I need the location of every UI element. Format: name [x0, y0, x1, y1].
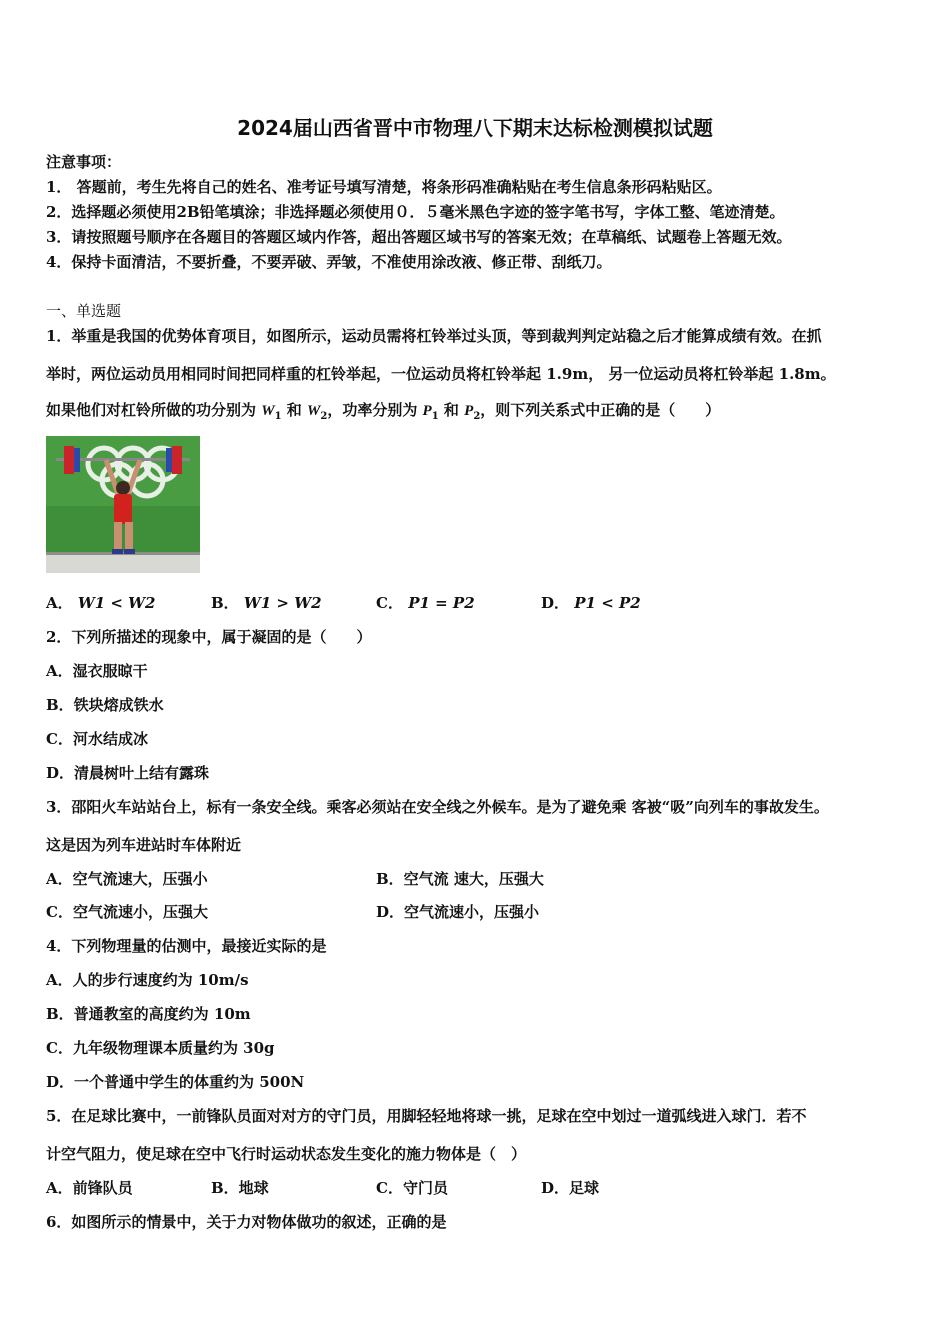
- q1-and-2: 和: [438, 401, 465, 419]
- notice-item-1: 1． 答题前，考生先将自己的姓名、准考证号填写清楚，将条形码准确粘贴在考生信息条形码粘贴区。: [46, 178, 722, 196]
- q1-line-1: 1．举重是我国的优势体育项目，如图所示，运动员需将杠铃举过头顶，等到裁判判定站稳之后才能算成绩有效。在抓: [46, 327, 822, 345]
- q3-option-d[interactable]: D．空气流速小，压强小: [376, 903, 540, 921]
- notice-heading: 注意事项：: [46, 153, 122, 171]
- page-title: 2024届山西省晋中市物理八下期末达标检测模拟试题: [237, 116, 713, 140]
- q5-line-2: 计空气阻力，使足球在空中飞行时运动状态发生变化的施力物体是（ ）: [46, 1145, 527, 1163]
- q1-option-b-text: W1 > W2: [243, 594, 322, 612]
- notice-item-2: 2．选择题必须使用2B铅笔填涂；非选择题必须使用０．５毫米黑色字迹的签字笔书写，字体工整、笔迹清楚。: [46, 203, 785, 221]
- q1-line-3-text-c: ，则下列关系式中正确的是（ ）: [480, 401, 721, 419]
- q3-line-2: 这是因为列车进站时车体附近: [46, 836, 242, 854]
- q1-option-d-label: D．: [541, 594, 570, 612]
- q5-line-1: 5．在足球比赛中，一前锋队员面对对方的守门员，用脚轻轻地将球一挑，足球在空中划过一道弧线进入球门．若不: [46, 1107, 807, 1125]
- q1-option-a[interactable]: [46, 594, 155, 612]
- q1-option-d-text: P1 < P2: [574, 594, 641, 612]
- q2-option-b[interactable]: B．铁块熔成铁水: [46, 696, 164, 714]
- q1-line-3: [46, 401, 720, 426]
- q1-option-a-label: A．: [46, 594, 73, 612]
- q2-option-d[interactable]: D．清晨树叶上结有露珠: [46, 764, 210, 782]
- q1-var-p2: P: [464, 403, 474, 419]
- q2-option-a[interactable]: A．湿衣服晾干: [46, 662, 148, 680]
- q5-option-a[interactable]: A．前锋队员: [46, 1179, 133, 1197]
- q1-var-w1: W: [261, 403, 275, 419]
- notice-item-3: 3．请按照题号顺序在各题目的答题区域内作答，超出答题区域书写的答案无效；在草稿纸、试题卷上答题无效。: [46, 228, 792, 246]
- q1-line-2: 举时，两位运动员用相同时间把同样重的杠铃举起，一位运动员将杠铃举起 1.9m， 另一位运动员将杠铃举起 1.8m。: [46, 365, 836, 383]
- q1-var-w1-sub: 1: [274, 411, 282, 422]
- q1-line-3-text-a: 如果他们对杠铃所做的功分别为: [46, 401, 262, 419]
- q1-option-b[interactable]: [211, 594, 322, 612]
- q1-option-d[interactable]: [541, 594, 641, 612]
- q1-option-b-label: B．: [211, 594, 239, 612]
- q1-option-c-text: P1 = P2: [408, 594, 475, 612]
- q4-option-a[interactable]: A．人的步行速度约为 10m/s: [46, 971, 249, 989]
- weightlifter-illustration: [46, 436, 200, 573]
- q4-option-b[interactable]: B．普通教室的高度约为 10m: [46, 1005, 251, 1023]
- q1-var-p1-sub: 1: [431, 411, 439, 422]
- q1-option-c[interactable]: [376, 594, 475, 612]
- q3-line-1: 3．邵阳火车站站台上，标有一条安全线。乘客必须站在安全线之外候车。是为了避免乘 客被“吸”向列车的事故发生。: [46, 798, 829, 816]
- q5-option-d[interactable]: D．足球: [541, 1179, 600, 1197]
- q3-option-b[interactable]: B．空气流 速大，压强大: [376, 870, 544, 888]
- q3-option-a[interactable]: A．空气流速大，压强小: [46, 870, 208, 888]
- q5-option-c[interactable]: C．守门员: [376, 1179, 448, 1197]
- q1-option-c-label: C．: [376, 594, 403, 612]
- q3-option-c[interactable]: C．空气流速小，压强大: [46, 903, 208, 921]
- q4-stem: 4．下列物理量的估测中，最接近实际的是: [46, 937, 327, 955]
- q6-stem: 6．如图所示的情景中，关于力对物体做功的叙述，正确的是: [46, 1213, 447, 1231]
- q1-var-p2-sub: 2: [473, 411, 481, 422]
- section-heading: 一、单选题: [46, 302, 122, 320]
- q2-stem: 2．下列所描述的现象中，属于凝固的是（ ）: [46, 628, 372, 646]
- q2-option-c[interactable]: C．河水结成冰: [46, 730, 148, 748]
- q1-and-1: 和: [281, 401, 307, 419]
- q5-option-b[interactable]: B．地球: [211, 1179, 269, 1197]
- q4-option-d[interactable]: D．一个普通中学生的体重约为 500N: [46, 1073, 305, 1091]
- q1-option-a-text: W1 < W2: [77, 594, 156, 612]
- weightlifter-photo: [46, 436, 200, 573]
- q4-option-c[interactable]: C．九年级物理课本质量约为 30g: [46, 1039, 275, 1057]
- q1-var-w2: W: [307, 403, 321, 419]
- q1-var-w2-sub: 2: [320, 411, 328, 422]
- q1-var-p1: P: [422, 403, 432, 419]
- q1-line-3-text-b: ，功率分别为: [327, 401, 423, 419]
- notice-item-4: 4．保持卡面清洁，不要折叠，不要弄破、弄皱，不准使用涂改液、修正带、刮纸刀。: [46, 253, 612, 271]
